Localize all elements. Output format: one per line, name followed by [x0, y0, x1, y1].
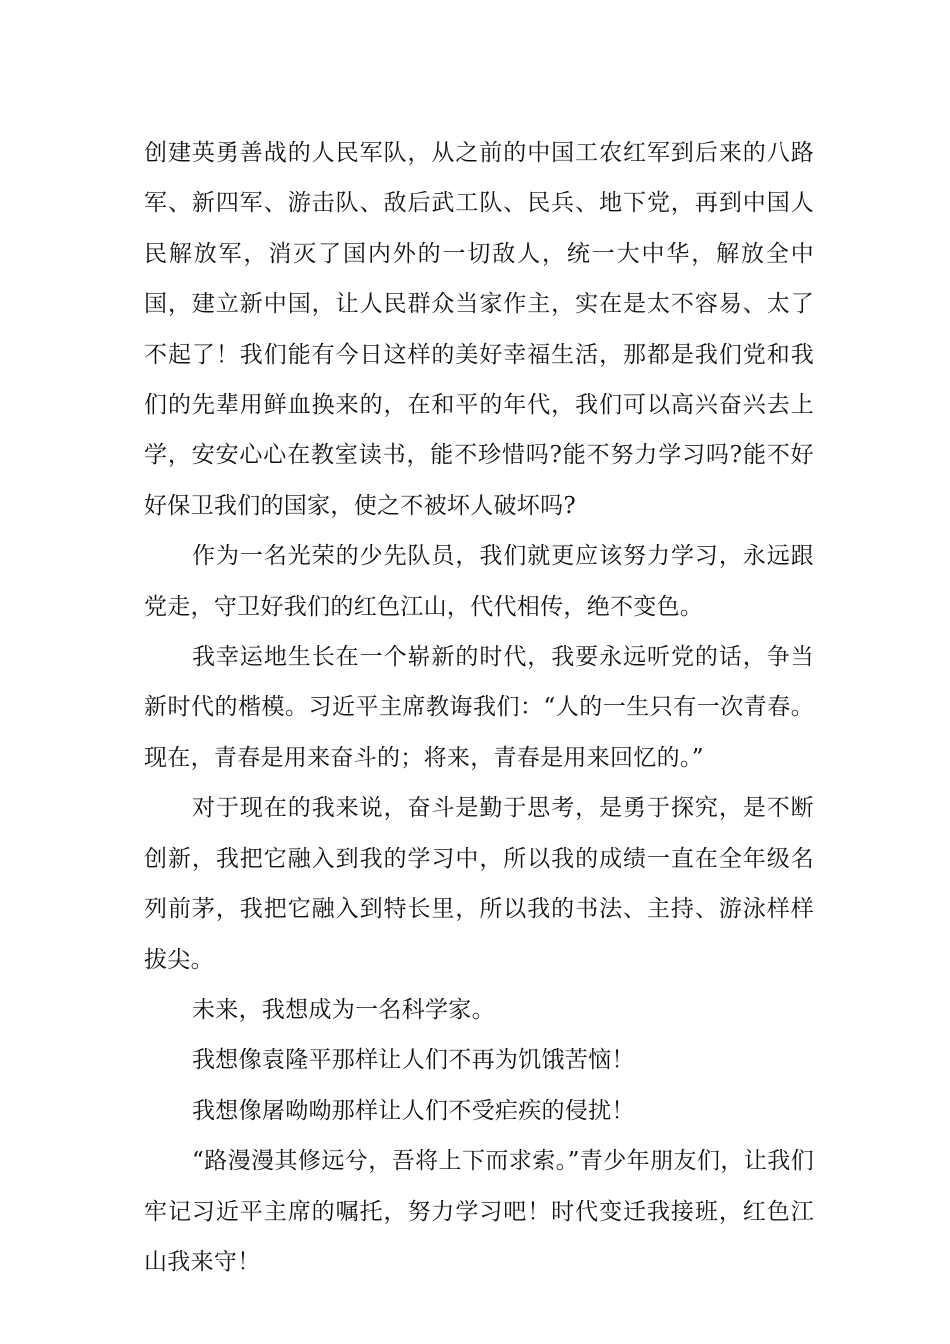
document-body [144, 128, 814, 1287]
paragraph-4: 对于现在的我来说，奋斗是勤于思考，是勇于探究，是不断创新，我把它融入到我的学习中，所以我的成绩一直在全年级名列前茅，我把它融入到特长里，所以我的书法、主持、游泳样样拔尖。 [144, 795, 814, 973]
paragraph-6: 我想像袁隆平那样让人们不再为饥饿苦恼！ [192, 1047, 635, 1074]
paragraph-2: 作为一名光荣的少先队员，我们就更应该努力学习，永远跟党走，守卫好我们的红色江山，代代相传，绝不变色。 [144, 543, 814, 620]
paragraph-8: “路漫漫其修远兮，吾将上下而求索。”青少年朋友们，让我们牢记习近平主席的嘱托，努力学习吧！时代变迁我接班，红色江山我来守！ [144, 1148, 814, 1275]
paragraph-7: 我想像屠呦呦那样让人们不受疟疾的侵扰！ [192, 1097, 635, 1124]
paragraph-3: 我幸运地生长在一个崭新的时代，我要永远听党的话，争当新时代的楷模。习近平主席教诲我们：“人的一生只有一次青春。现在，青春是用来奋斗的；将来，青春是用来回忆的。” [144, 644, 814, 771]
paragraph-1: 创建英勇善战的人民军队，从之前的中国工农红军到后来的八路军、新四军、游击队、敌后武工队、民兵、地下党，再到中国人民解放军，消灭了国内外的一切敌人，统一大中华，解放全中国，建立新中国，让人民群众当家作主，实在是太不容易、太了不起了！我们能有今日这样的美好幸福生活，那都是我们党和我们的先辈用鲜血换来的，在和平的年代，我们可以高兴奋兴去上学，安安心心在教室读书，能不珍惜吗?能不努力学习吗?能不好好保卫我们的国家，使之不被坏人破坏吗? [144, 140, 814, 519]
paragraph-5: 未来，我想成为一名科学家。 [192, 996, 495, 1023]
